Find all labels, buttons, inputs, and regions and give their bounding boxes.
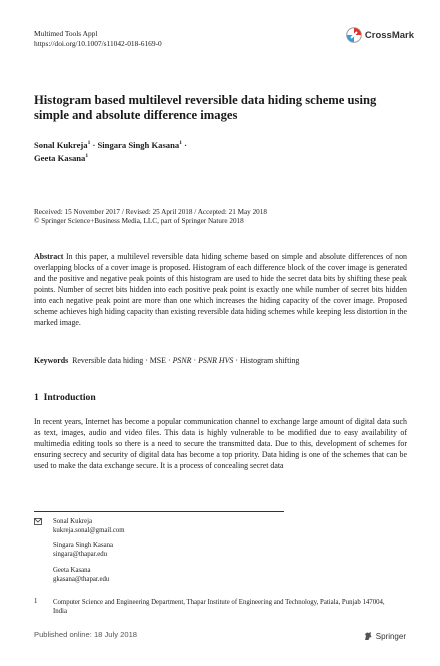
affiliation-text: Computer Science and Engineering Department, Thapar Institute of Engineering and Technology, Patiala, Punjab 147004, India	[53, 599, 385, 615]
keywords	[34, 356, 299, 365]
section-heading	[34, 392, 96, 403]
doi-link[interactable]: https://doi.org/10.1007/s11042-018-6169-0	[34, 39, 162, 48]
abstract-text: In this paper, a multilevel reversible data hiding scheme based on simple and absolute differences of non overlapping blocks of a cover image is proposed. Histogram of each difference block of the cover image is generated and the positive and negative peak points of this histogram are used to hide the secret data bits by shifting these peak points. Number of secret bits hidden into each positive peak point is exactly one while number of secret bits hidden into each negative peak point are more than one which increases the hiding capacity of the cover image. Proposed scheme achieves high hiding capacity than existing reversible data hiding schemes while keeping less distortion in the marked image.	[34, 252, 407, 327]
contact-block	[53, 517, 125, 535]
contact-email[interactable]: kukreja.sonal@gmail.com	[53, 527, 125, 534]
article-history	[34, 208, 267, 226]
contact-email[interactable]: singara@thapar.edu	[53, 551, 108, 558]
keyword-separator: ·	[145, 356, 148, 365]
keyword: Reversible data hiding	[72, 356, 144, 365]
affiliation-marker: 1	[179, 140, 182, 146]
contact-email[interactable]: gkasana@thapar.edu	[53, 576, 110, 583]
contact-name: Singara Singh Kasana	[53, 542, 114, 549]
section-number: 1	[34, 392, 39, 403]
keyword: MSE	[149, 356, 166, 365]
keyword-separator: ·	[167, 356, 171, 365]
journal-name: Multimed Tools Appl	[34, 29, 98, 38]
contact-name: Geeta Kasana	[53, 567, 91, 574]
published-date: Published online: 18 July 2018	[34, 630, 138, 639]
publisher-logo	[363, 631, 406, 641]
author-name[interactable]: Geeta Kasana	[34, 152, 86, 163]
keyword: PSNR	[172, 356, 192, 365]
paper-title: Histogram based multilevel reversible data hiding scheme using simple and absolute difference images	[34, 93, 377, 122]
crossmark-badge[interactable]	[346, 27, 414, 43]
keyword: PSNR HVS	[198, 356, 234, 365]
keywords-label: Keywords	[34, 356, 69, 365]
affiliation-marker: 1	[85, 152, 89, 159]
introduction-paragraph: In recent years, Internet has become a popular communication channel to exchange large amount of digital data such as text, images, audio and video files. This data is highly vulnerable to be modified due to easy availability of multimedia editing tools so there is a need to secure the transmitted data. Due to this, development of schemes for ensuring secrecy and security of digital data has become a top priority. Data hiding is one of the schemes that can be used to make the data exchange secure. It is a process of concealing secret data	[34, 417, 407, 470]
footnote-divider	[34, 511, 284, 512]
author-separator: ·	[92, 139, 96, 150]
author-name[interactable]: Singara Singh Kasana	[97, 139, 180, 150]
author-name[interactable]: Sonal Kukreja	[34, 139, 88, 150]
author-list	[34, 138, 394, 164]
section-title: Introduction	[43, 392, 96, 403]
publisher-name: Springer	[375, 631, 406, 641]
keyword-separator: ·	[235, 356, 238, 365]
abstract	[34, 251, 407, 328]
envelope-icon	[34, 518, 42, 528]
abstract-label: Abstract	[34, 252, 64, 261]
contact-block	[53, 566, 109, 584]
crossmark-icon	[346, 27, 362, 43]
copyright-notice: © Springer Science+Business Media, LLC, part of Springer Nature 2018	[34, 217, 244, 225]
contact-name: Sonal Kukreja	[53, 518, 93, 525]
crossmark-label: CrossMark	[364, 29, 414, 41]
author-separator: ·	[184, 139, 187, 150]
keyword: Histogram shifting	[239, 356, 300, 365]
keyword-separator: ·	[193, 356, 197, 365]
affiliation-marker: 1	[87, 140, 91, 146]
history-dates: Received: 15 November 2017 / Revised: 25 April 2018 / Accepted: 21 May 2018	[34, 208, 267, 216]
affiliation-number: 1	[34, 598, 38, 605]
springer-horse-icon	[363, 631, 373, 641]
contact-block	[53, 541, 113, 559]
